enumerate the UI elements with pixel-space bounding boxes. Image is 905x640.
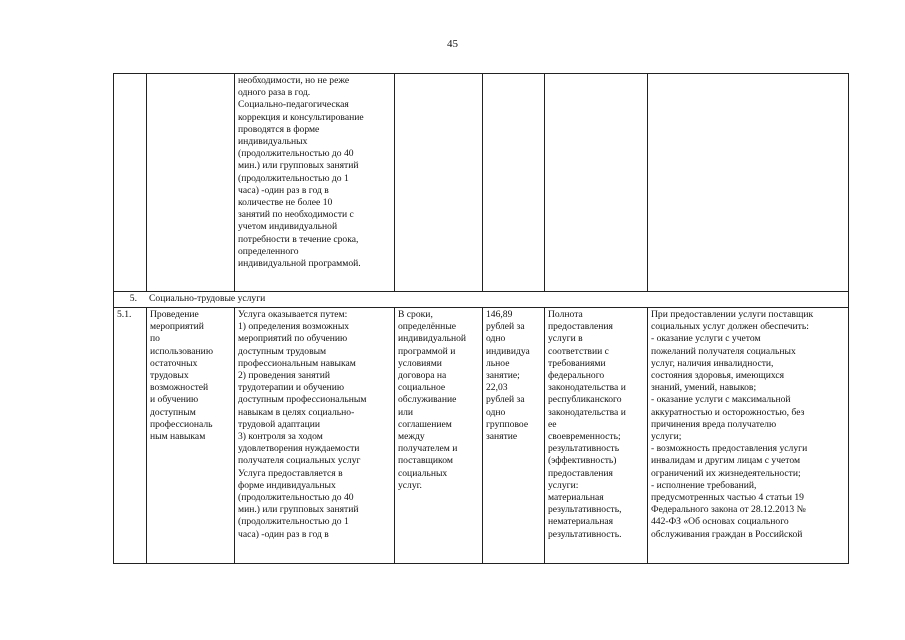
text-line: 1) определения возможных [238,321,350,333]
text-line: предоставления [548,321,613,333]
text-line: соответствии с [548,345,609,357]
text-line: знаний, умений, навыков; [651,382,757,394]
cell-terms [395,74,483,292]
text-line: Полнота [548,309,583,320]
cell-name [147,74,235,292]
text-line: ее [548,418,557,430]
service-row [114,308,849,564]
text-line: (продолжительностью до 40 [238,148,354,160]
text-line: услуги; [651,431,682,443]
text-line: законодательства и [548,406,626,418]
text-line: В сроки, [398,309,433,320]
text-line: льное [486,357,510,369]
text-line: мероприятий [150,321,204,333]
text-line: законодательства и [548,382,626,394]
text-line: по [150,333,160,345]
text-line: занятий по необходимости с [238,209,354,221]
text-line: часа) -один раз в год в [238,184,329,196]
text-line: инвалидам и другим лицам с учетом [651,455,801,467]
text-line: занятие; [486,370,520,382]
text-line: и обучению [150,394,199,406]
text-line: - исполнение требований, [651,479,757,491]
text-line: необходимости, но не реже [238,75,350,86]
text-line: (продолжительностью до 40 [238,492,354,504]
text-line: социальное [398,382,446,394]
text-line: определённые [398,321,457,333]
text-line: индивидуальной [398,333,467,345]
text-line: доступным трудовым [238,345,327,357]
text-line: - оказание услуги с максимальной [651,394,791,406]
text-line: остаточных [150,357,198,369]
text-line: При предоставлении услуги поставщик [651,309,814,320]
text-line: Услуга оказывается путем: [238,309,348,320]
text-line: - возможность предоставления услуги [651,443,808,455]
text-line: 3) контроля за ходом [238,431,323,443]
text-line: (продолжительностью до 1 [238,172,349,184]
service-conditions [648,308,849,564]
section-title: Социально-трудовые услуги [149,293,266,304]
section-number: 5. [129,293,137,304]
text-line: получателя социальных услуг [238,455,361,467]
text-line: (продолжительностью до 1 [238,516,349,528]
cell-description [235,74,395,292]
text-line: 442-ФЗ «Об основах социального [651,516,789,528]
text-line: удовлетворения нуждаемости [238,443,360,455]
text-line: материальная [548,492,604,504]
text-line: (эффективность) [548,455,617,467]
page-number: 45 [447,38,458,50]
text-line: причинения вреда получателю [651,418,777,430]
text-line: получателем и [398,443,458,455]
text-line: одного раза в год. [238,87,311,99]
cell-conditions [648,74,849,292]
text-line: результативность, [548,504,622,516]
text-line: Социально-педагогическая [238,99,349,111]
text-line: социальных [398,467,448,479]
text-line: 2) проведения занятий [238,370,330,382]
text-line: обслуживание [398,394,457,406]
text-line: одно [486,333,506,345]
text-line: трудовых [150,370,189,382]
text-line: мин.) или групповых занятий [238,504,359,516]
text-line: количестве не более 10 [238,197,333,209]
text-line: услуги в [548,333,583,345]
service-description [235,308,395,564]
service-number: 5.1. [114,308,147,564]
text-line: требованиями [548,357,606,369]
service-name [147,308,235,564]
text-line: использованию [150,345,213,357]
text-line: пожеланий получателя социальных [651,345,796,357]
text-line: Федерального закона от 28.12.2013 № [651,504,806,516]
text-line: или [398,406,414,418]
text-line: Проведение [150,309,199,320]
text-line: федерального [548,370,605,382]
text-line: рублей за [486,321,525,333]
text-line: потребности в течение срока, [238,233,359,245]
cell-quality [545,74,648,292]
text-line: между [398,431,425,443]
text-line: ным навыкам [150,431,206,443]
text-line: профессиональным навыкам [238,357,356,369]
text-line: индивидуальных [238,136,308,148]
cell-price [483,74,545,292]
text-line: услуг. [398,479,422,491]
text-line: доступным [150,406,196,418]
text-line: услуги: [548,479,579,491]
text-line: ограничений их жизнедеятельности; [651,467,801,479]
text-line: своевременность; [548,431,621,443]
text-line: трудовой адаптации [238,418,321,430]
text-line: результативность. [548,528,622,540]
text-line: - оказание услуги с учетом [651,333,761,345]
text-line: услуг, наличия инвалидности, [651,357,774,369]
text-line: одно [486,406,506,418]
text-line: часа) -один раз в год в [238,528,329,540]
text-line: обслуживания граждан в Российской [651,528,803,540]
text-line: состояния здоровья, имеющихся [651,370,785,382]
text-line: групповое [486,418,529,430]
section-row [114,292,849,308]
text-line: мероприятий по обучению [238,333,348,345]
service-quality [545,308,648,564]
text-line: поставщиком [398,455,453,467]
section-heading [114,292,849,308]
text-line: возможностей [150,382,209,394]
service-price [483,308,545,564]
text-line: трудотерапии и обучению [238,382,345,394]
text-line: рублей за [486,394,525,406]
text-line: результативность [548,443,620,455]
text-line: условиями [398,357,442,369]
services-table [113,73,849,564]
continued-row [114,74,849,292]
text-line: нематериальная [548,516,614,528]
text-line: индивидуа [486,345,530,357]
text-line: программой и [398,345,456,357]
text-line: аккуратностью и осторожностью, без [651,406,805,418]
text-line: учетом индивидуальной [238,221,338,233]
cell-number [114,74,147,292]
text-line: договора на [398,370,447,382]
text-line: предоставления [548,467,613,479]
text-line: соглашением [398,418,452,430]
text-line: социальных услуг должен обеспечить: [651,321,809,333]
text-line: форме индивидуальных [238,479,336,491]
text-line: республиканского [548,394,622,406]
text-line: профессиональ [150,418,213,430]
text-line: занятие [486,431,518,443]
service-terms [395,308,483,564]
text-line: 22,03 [486,382,508,394]
text-line: доступным профессиональным [238,394,367,406]
text-line: Услуга предоставляется в [238,467,343,479]
text-line: навыкам в целях социально- [238,406,355,418]
text-line: определенного [238,245,299,257]
text-line: коррекция и консультирование [238,111,364,123]
text-line: мин.) или групповых занятий [238,160,359,172]
text-line: 146,89 [486,309,513,320]
text-line: предусмотренных частью 4 статьи 19 [651,492,804,504]
text-line: проводятся в форме [238,123,320,135]
text-line: индивидуальной программой. [238,258,361,270]
